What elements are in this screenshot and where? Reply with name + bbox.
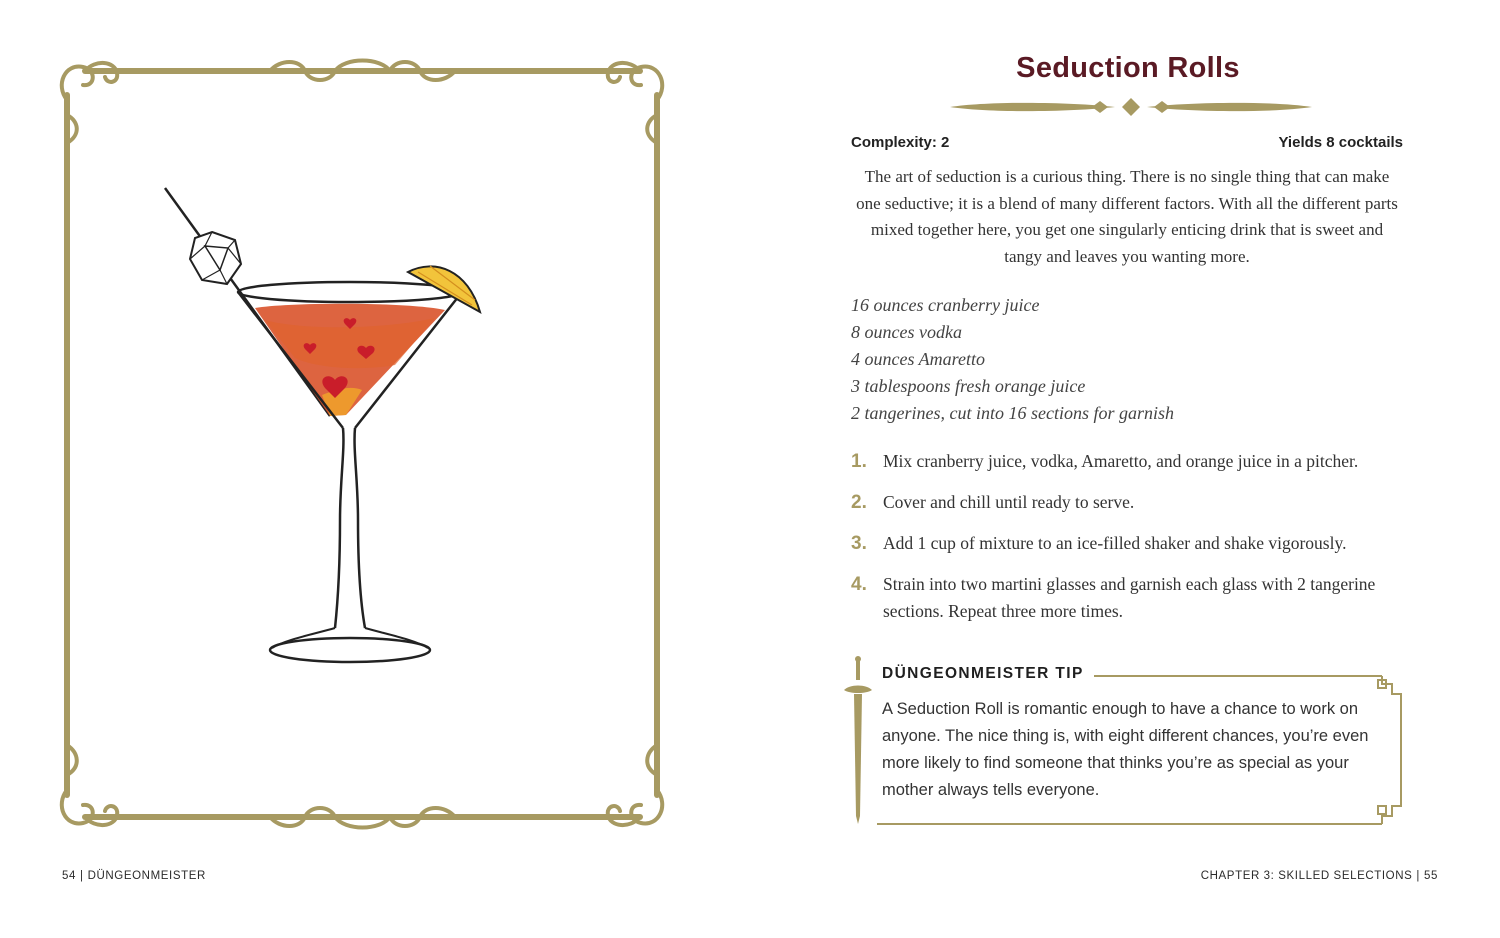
- step-item: [851, 448, 1411, 475]
- yields-label: Yields 8 cocktails: [1278, 134, 1403, 151]
- step-item: [851, 571, 1411, 625]
- page-number: 54: [62, 870, 76, 882]
- step-number: 1.: [851, 451, 867, 472]
- title-ornament: [950, 96, 1312, 118]
- tip-body: A Seduction Roll is romantic enough to have a chance to work on anyone. The nice thing is, with eight different chances, you’re even more likely to find someone that thinks you’re as special as your mother always tells everyone.: [882, 700, 1369, 799]
- tip-heading: DÜNGEONMEISTER TIP: [882, 665, 1094, 683]
- left-folio: [62, 870, 206, 882]
- folio-divider: |: [1416, 870, 1420, 882]
- step-item: [851, 530, 1411, 557]
- step-text: Cover and chill until ready to serve.: [883, 492, 1135, 512]
- step-item: [851, 489, 1411, 516]
- folio-divider: |: [80, 870, 84, 882]
- ingredients-list: [851, 292, 1174, 427]
- sword-icon: [844, 656, 872, 824]
- tip-box: [842, 656, 1412, 831]
- step-number: 4.: [851, 574, 867, 595]
- step-text: Add 1 cup of mixture to an ice-filled shaker and shake vigorously.: [883, 533, 1347, 553]
- step-number: 3.: [851, 533, 867, 554]
- complexity-label: Complexity: 2: [851, 134, 950, 151]
- recipe-title: Seduction Rolls: [1016, 52, 1240, 84]
- ingredient-item: 16 ounces cranberry juice: [851, 295, 1040, 315]
- ingredient-item: 2 tangerines, cut into 16 sections for garnish: [851, 403, 1174, 423]
- chapter-title: CHAPTER 3: SKILLED SELECTIONS: [1200, 870, 1413, 882]
- step-number: 2.: [851, 492, 867, 513]
- step-text: Mix cranberry juice, vodka, Amaretto, and orange juice in a pitcher.: [883, 451, 1359, 471]
- ingredient-item: 4 ounces Amaretto: [851, 349, 985, 369]
- page-number: 55: [1424, 870, 1438, 882]
- ingredient-item: 3 tablespoons fresh orange juice: [851, 376, 1086, 396]
- right-page: [750, 0, 1500, 938]
- d20-die-icon: [190, 232, 241, 284]
- recipe-intro: The art of seduction is a curious thing. There is no single thing that can make one seductive; it is a blend of many different factors. With all the different parts mixed together here, you get one singularly enticing drink that is sweet and tangy and leaves you wanting more.: [856, 167, 1398, 266]
- ingredient-item: 8 ounces vodka: [851, 322, 962, 342]
- step-text: Strain into two martini glasses and garnish each glass with 2 tangerine sections. Repeat three more times.: [883, 574, 1376, 621]
- steps-list: [851, 448, 1411, 639]
- book-title: DÜNGEONMEISTER: [87, 870, 206, 882]
- tangerine-garnish: [408, 266, 480, 312]
- martini-glass-illustration: [150, 180, 510, 670]
- right-folio: [1201, 870, 1438, 882]
- recipe-meta: [851, 134, 1403, 151]
